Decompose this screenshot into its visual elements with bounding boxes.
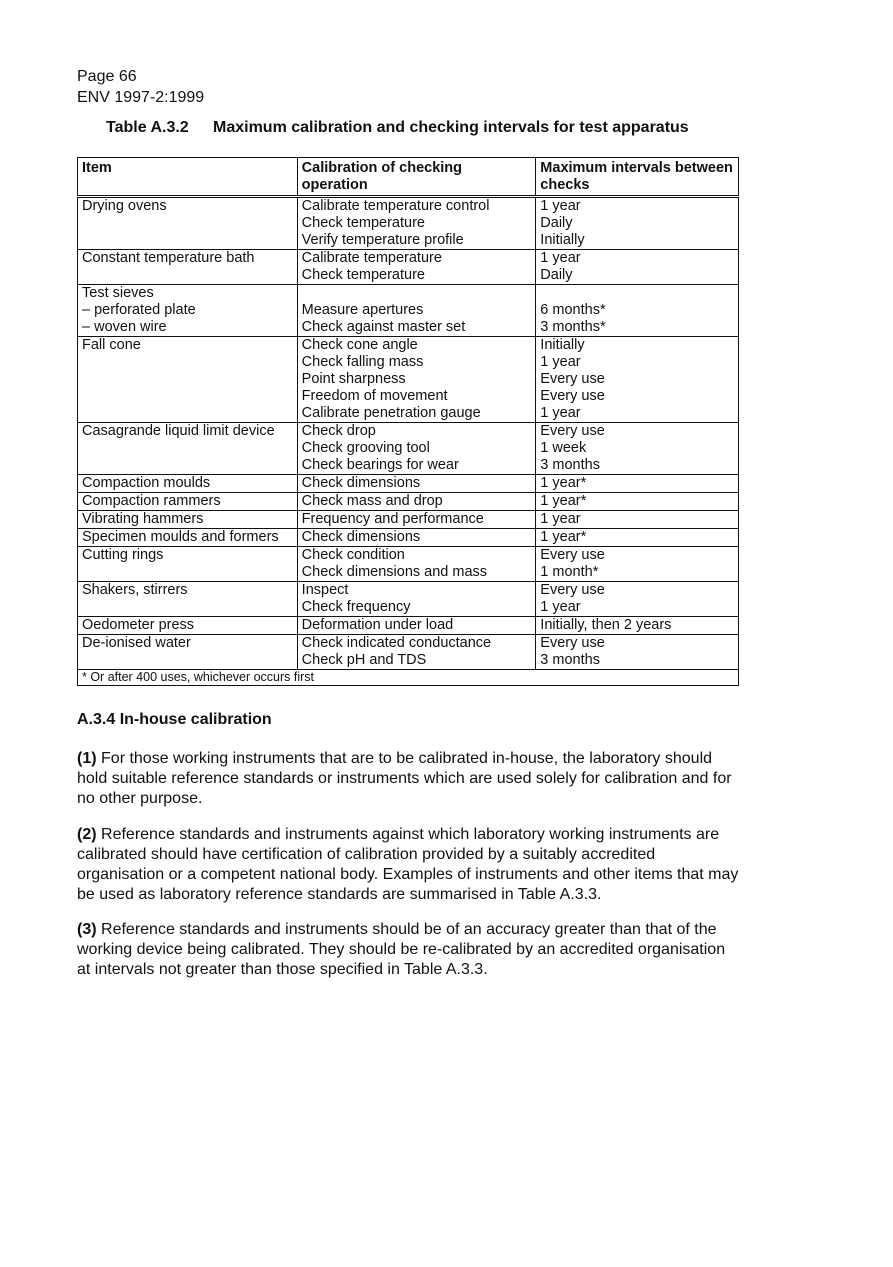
cell-line: Check dimensions [301, 529, 421, 545]
cell-line: 6 months* [540, 302, 606, 318]
paragraph-3 [77, 920, 742, 980]
item-cell [78, 635, 298, 670]
cell-line: Fall cone [82, 337, 141, 353]
cell-line: Check mass and drop [301, 493, 443, 509]
cell-line: – woven wire [82, 319, 167, 335]
cell-line: Check grooving tool [301, 440, 430, 456]
paragraph-text: Reference standards and instruments against which laboratory working instruments are calibrated should have certification of calibration provided by a suitably accredited organisation or a competent national body. Examples of instruments and other items that may be used as laboratory reference standards are summarised in Table A.3.3. [77, 826, 739, 903]
item-cell [78, 511, 298, 529]
cell-line: Compaction moulds [82, 475, 211, 491]
cell-line: Check cone angle [301, 337, 418, 353]
table-row [78, 337, 739, 423]
table-row [78, 511, 739, 529]
item-cell [78, 617, 298, 635]
cell-line: 1 year [540, 354, 581, 370]
column-header-item: Item [78, 158, 298, 197]
operation-cell [297, 511, 536, 529]
table-row [78, 529, 739, 547]
interval-cell [536, 547, 739, 582]
cell-line: 1 week [540, 440, 587, 456]
interval-cell [536, 529, 739, 547]
item-cell [78, 197, 298, 250]
interval-cell [536, 285, 739, 337]
paragraph-number: (3) [77, 921, 97, 938]
cell-line: Check temperature [301, 267, 425, 283]
cell-line: Check dimensions and mass [301, 564, 488, 580]
table-row [78, 547, 739, 582]
table-title-text: Maximum calibration and checking intervals for test apparatus [213, 119, 689, 136]
cell-line: Check temperature [301, 215, 425, 231]
table-header-row [78, 158, 739, 197]
cell-line: Frequency and performance [301, 511, 484, 527]
item-cell [78, 547, 298, 582]
cell-line: Shakers, stirrers [82, 582, 188, 598]
item-cell [78, 582, 298, 617]
cell-line: Check against master set [301, 319, 466, 335]
table-row [78, 617, 739, 635]
interval-cell [536, 582, 739, 617]
item-cell [78, 475, 298, 493]
operation-cell [297, 250, 536, 285]
cell-line: Point sharpness [301, 371, 406, 387]
cell-line: Constant temperature bath [82, 250, 255, 266]
cell-line: 1 year* [540, 475, 587, 491]
interval-cell [536, 511, 739, 529]
table-row [78, 582, 739, 617]
operation-cell [297, 547, 536, 582]
document-id: ENV 1997-2:1999 [77, 89, 205, 106]
cell-line: Freedom of movement [301, 388, 448, 404]
cell-line: De-ionised water [82, 635, 191, 651]
interval-cell [536, 493, 739, 511]
cell-line: Check dimensions [301, 475, 421, 491]
cell-line: 1 year* [540, 529, 587, 545]
column-header-interval: Maximum intervals between checks [536, 158, 739, 197]
interval-cell [536, 423, 739, 475]
operation-cell [297, 529, 536, 547]
cell-line: 1 year [540, 599, 581, 615]
cell-line: Every use [540, 371, 605, 387]
cell-line: Vibrating hammers [82, 511, 204, 527]
cell-line: 1 month* [540, 564, 599, 580]
page-number: Page 66 [77, 68, 137, 85]
interval-cell [536, 197, 739, 250]
cell-line: 1 year [540, 250, 581, 266]
table-row [78, 423, 739, 475]
calibration-table [77, 157, 739, 686]
cell-line: Every use [540, 582, 605, 598]
interval-cell [536, 635, 739, 670]
column-header-operation: Calibration of checking operation [297, 158, 536, 197]
cell-line [302, 285, 532, 302]
cell-line: Check drop [301, 423, 376, 439]
table-row [78, 197, 739, 250]
table-number: Table A.3.2 [106, 119, 189, 136]
cell-line: Initially [540, 232, 585, 248]
cell-line: Casagrande liquid limit device [82, 423, 275, 439]
cell-line: 3 months [540, 652, 600, 668]
table-footnote: * Or after 400 uses, whichever occurs first [78, 670, 739, 686]
item-cell [78, 423, 298, 475]
operation-cell [297, 475, 536, 493]
item-cell [78, 493, 298, 511]
cell-line: Verify temperature profile [301, 232, 464, 248]
cell-line: Initially, then 2 years [540, 617, 672, 633]
cell-line: Measure apertures [301, 302, 424, 318]
paragraph-text: For those working instruments that are to be calibrated in-house, the laboratory should hold suitable reference standards or instruments which are used solely for calibration and for no other purpose. [77, 750, 732, 807]
cell-line: Every use [540, 635, 605, 651]
cell-line: Cutting rings [82, 547, 164, 563]
table-row [78, 285, 739, 337]
cell-line: Oedometer press [82, 617, 195, 633]
cell-line: Check frequency [301, 599, 411, 615]
table-title [106, 119, 689, 137]
paragraph-number: (2) [77, 826, 97, 843]
cell-line: Check falling mass [301, 354, 424, 370]
cell-line: – perforated plate [82, 302, 196, 318]
paragraph-text: Reference standards and instruments should be of an accuracy greater than that of the working device being calibrated. They should be re-calibrated by an accredited organisation at intervals not greater than those specified in Table A.3.3. [77, 921, 726, 978]
item-cell [78, 250, 298, 285]
operation-cell [297, 635, 536, 670]
cell-line: Daily [540, 267, 573, 283]
page-header [77, 66, 204, 108]
cell-line: 3 months* [540, 319, 606, 335]
table-row [78, 250, 739, 285]
cell-line: Check indicated conductance [301, 635, 492, 651]
cell-line: Calibrate penetration gauge [301, 405, 481, 421]
item-cell [78, 529, 298, 547]
cell-line: Every use [540, 388, 605, 404]
cell-line: Drying ovens [82, 198, 167, 214]
table-row [78, 493, 739, 511]
paragraph-1 [77, 749, 742, 809]
operation-cell [297, 285, 536, 337]
cell-line: Specimen moulds and formers [82, 529, 279, 545]
operation-cell [297, 337, 536, 423]
cell-line: Check bearings for wear [301, 457, 459, 473]
cell-line: Compaction rammers [82, 493, 221, 509]
cell-line: 3 months [540, 457, 600, 473]
cell-line: Inspect [301, 582, 349, 598]
interval-cell [536, 475, 739, 493]
paragraph-2 [77, 825, 742, 905]
operation-cell [297, 617, 536, 635]
cell-line: Every use [540, 423, 605, 439]
interval-cell [536, 250, 739, 285]
cell-line: Calibrate temperature control [301, 198, 490, 214]
item-cell [78, 337, 298, 423]
cell-line: 1 year [540, 511, 581, 527]
operation-cell [297, 423, 536, 475]
cell-line: Initially [540, 337, 585, 353]
cell-line: Calibrate temperature [301, 250, 442, 266]
cell-line: 1 year* [540, 493, 587, 509]
section-heading: A.3.4 In-house calibration [77, 711, 272, 728]
table-row [78, 635, 739, 670]
interval-cell [536, 617, 739, 635]
item-cell [78, 285, 298, 337]
cell-line: 1 year [540, 405, 581, 421]
operation-cell [297, 582, 536, 617]
cell-line: Check pH and TDS [301, 652, 427, 668]
cell-line: 1 year [540, 198, 581, 214]
operation-cell [297, 197, 536, 250]
cell-line: Daily [540, 215, 573, 231]
cell-line: Every use [540, 547, 605, 563]
operation-cell [297, 493, 536, 511]
cell-line: Deformation under load [301, 617, 454, 633]
cell-line: Check condition [301, 547, 405, 563]
table-row [78, 475, 739, 493]
cell-line [540, 285, 734, 302]
cell-line: Test sieves [82, 285, 154, 301]
paragraph-number: (1) [77, 750, 97, 767]
interval-cell [536, 337, 739, 423]
